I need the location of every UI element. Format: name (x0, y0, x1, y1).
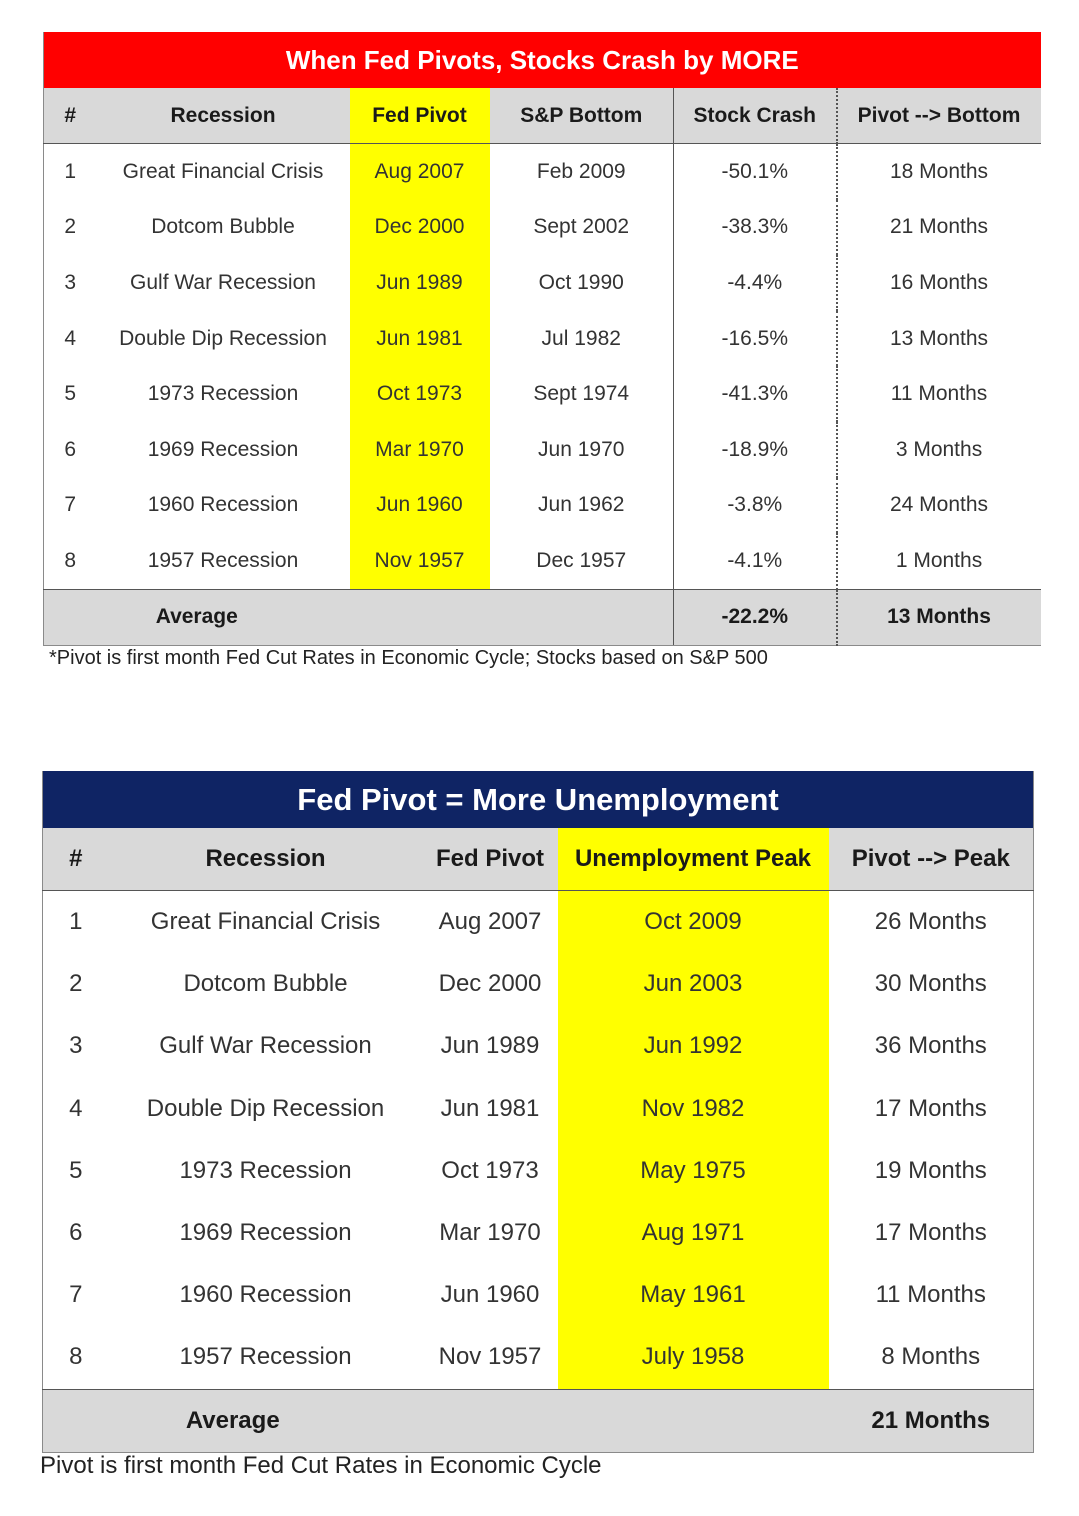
cell-recession: Great Financial Crisis (150, 908, 381, 936)
col-header-number: # (44, 88, 97, 144)
average-row (43, 1389, 1034, 1452)
stock-crash-table (43, 32, 1041, 646)
cell-stock-crash: -16.5% (674, 311, 837, 367)
cell-fed-pivot: Jun 1989 (440, 1032, 540, 1060)
cell-sp-bottom: Sept 1974 (533, 382, 630, 406)
table-title: Fed Pivot = More Unemployment (43, 771, 1034, 828)
cell-fed-pivot: Jun 1981 (350, 311, 490, 367)
table-row (43, 1202, 1034, 1264)
cell-recession: 1960 Recession (179, 1281, 352, 1309)
cell-fed-pivot: Dec 2000 (350, 200, 490, 256)
table-row (44, 311, 1041, 367)
cell-unemployment-peak: Nov 1982 (558, 1078, 829, 1140)
cell-fed-pivot: Jun 1989 (350, 255, 490, 311)
cell-stock-crash: -18.9% (674, 422, 837, 478)
table-row (44, 200, 1041, 256)
cell-sp-bottom: Jun 1970 (538, 437, 625, 461)
cell-recession: Dotcom Bubble (151, 215, 295, 239)
cell-recession: Double Dip Recession (119, 326, 327, 350)
cell-fed-pivot: Aug 2007 (350, 144, 490, 200)
cell-fed-pivot: Jun 1981 (440, 1094, 540, 1122)
cell-recession: 1969 Recession (179, 1219, 352, 1247)
table-row (43, 891, 1034, 954)
average-empty (350, 589, 674, 645)
cell-fed-pivot: Mar 1970 (439, 1219, 541, 1247)
cell-recession: 1957 Recession (179, 1343, 352, 1371)
cell-fed-pivot: Jun 1960 (440, 1281, 540, 1309)
cell-number: 8 (69, 1343, 83, 1371)
cell-number: 7 (64, 493, 77, 517)
cell-number: 5 (69, 1156, 83, 1184)
cell-recession: 1973 Recession (179, 1156, 352, 1184)
cell-recession: 1957 Recession (147, 548, 299, 572)
cell-fed-pivot: Mar 1970 (350, 422, 490, 478)
cell-fed-pivot: Jun 1960 (350, 478, 490, 534)
cell-unemployment-peak: May 1975 (558, 1140, 829, 1202)
cell-unemployment-peak: Aug 1971 (558, 1202, 829, 1264)
table-title: When Fed Pivots, Stocks Crash by MORE (44, 32, 1041, 88)
cell-pivot-to-bottom: 24 Months (837, 478, 1041, 534)
col-header-sp-bottom: S&P Bottom (490, 88, 674, 144)
cell-number: 1 (69, 908, 83, 936)
table-row (44, 255, 1041, 311)
cell-recession: Dotcom Bubble (183, 970, 348, 998)
cell-number: 6 (69, 1219, 83, 1247)
cell-fed-pivot: Oct 1973 (441, 1156, 539, 1184)
cell-stock-crash: -50.1% (674, 144, 837, 200)
average-pivot-to-peak: 21 Months (829, 1389, 1034, 1452)
cell-fed-pivot: Oct 1973 (350, 366, 490, 422)
table1-footnote: *Pivot is first month Fed Cut Rates in Economic Cycle; Stocks based on S&P 500 (49, 647, 768, 669)
cell-sp-bottom: Oct 1990 (538, 270, 624, 294)
cell-number: 7 (69, 1281, 83, 1309)
cell-sp-bottom: Feb 2009 (536, 159, 626, 183)
cell-pivot-to-peak: 11 Months (875, 1281, 986, 1309)
cell-pivot-to-peak: 17 Months (874, 1094, 987, 1122)
cell-recession: Double Dip Recession (146, 1094, 385, 1122)
cell-pivot-to-peak: 19 Months (874, 1156, 987, 1184)
cell-pivot-to-peak: 30 Months (874, 970, 987, 998)
cell-pivot-to-bottom: 16 Months (837, 255, 1041, 311)
table-row (44, 478, 1041, 534)
col-header-pivot-to-peak: Pivot --> Peak (829, 828, 1034, 891)
cell-number: 5 (64, 382, 77, 406)
cell-number: 2 (69, 970, 83, 998)
average-stock-crash: -22.2% (674, 589, 837, 645)
table-row (43, 1326, 1034, 1389)
col-header-pivot-to-bottom: Pivot --> Bottom (837, 88, 1041, 144)
cell-pivot-to-peak: 8 Months (881, 1343, 981, 1371)
cell-pivot-to-bottom: 18 Months (837, 144, 1041, 200)
cell-number: 8 (64, 548, 77, 572)
table-row (44, 533, 1041, 589)
cell-number: 6 (64, 437, 77, 461)
cell-sp-bottom: Dec 1957 (536, 548, 627, 572)
cell-unemployment-peak: July 1958 (558, 1326, 829, 1389)
table-row (43, 1078, 1034, 1140)
cell-pivot-to-bottom: 1 Months (837, 533, 1041, 589)
cell-pivot-to-peak: 36 Months (874, 1032, 987, 1060)
average-row (44, 589, 1041, 645)
table-row (43, 1015, 1034, 1077)
col-header-unemployment-peak: Unemployment Peak (558, 828, 829, 891)
col-header-recession: Recession (97, 88, 350, 144)
cell-recession: Gulf War Recession (159, 1032, 372, 1060)
col-header-stock-crash: Stock Crash (674, 88, 837, 144)
cell-sp-bottom: Jun 1962 (538, 493, 625, 517)
cell-pivot-to-bottom: 21 Months (837, 200, 1041, 256)
table-row (44, 422, 1041, 478)
table2-footnote: Pivot is first month Fed Cut Rates in Economic Cycle (40, 1452, 602, 1479)
cell-pivot-to-peak: 26 Months (874, 908, 987, 936)
cell-unemployment-peak: Oct 2009 (558, 891, 829, 954)
cell-stock-crash: -3.8% (674, 478, 837, 534)
cell-number: 2 (64, 215, 77, 239)
cell-fed-pivot: Nov 1957 (438, 1343, 542, 1371)
table-row (44, 366, 1041, 422)
cell-number: 3 (64, 270, 77, 294)
cell-recession: Great Financial Crisis (122, 159, 324, 183)
table-row (43, 953, 1034, 1015)
unemployment-table (42, 771, 1034, 1453)
col-header-recession: Recession (109, 828, 423, 891)
cell-sp-bottom: Jul 1982 (541, 326, 621, 350)
cell-recession: Gulf War Recession (130, 270, 316, 294)
cell-fed-pivot: Dec 2000 (438, 970, 542, 998)
average-empty (423, 1389, 829, 1452)
cell-recession: 1969 Recession (147, 437, 299, 461)
cell-number: 3 (69, 1032, 83, 1060)
cell-pivot-to-bottom: 11 Months (837, 366, 1041, 422)
cell-unemployment-peak: May 1961 (558, 1264, 829, 1326)
cell-recession: 1960 Recession (147, 493, 299, 517)
cell-fed-pivot: Aug 2007 (438, 908, 542, 936)
table-row (44, 144, 1041, 200)
cell-stock-crash: -38.3% (674, 200, 837, 256)
cell-unemployment-peak: Jun 2003 (558, 953, 829, 1015)
cell-stock-crash: -4.1% (674, 533, 837, 589)
cell-fed-pivot: Nov 1957 (350, 533, 490, 589)
average-pivot-to-bottom: 13 Months (837, 589, 1041, 645)
col-header-fed-pivot: Fed Pivot (423, 828, 558, 891)
cell-stock-crash: -41.3% (674, 366, 837, 422)
col-header-number: # (43, 828, 109, 891)
cell-pivot-to-bottom: 3 Months (837, 422, 1041, 478)
col-header-fed-pivot: Fed Pivot (350, 88, 490, 144)
cell-number: 4 (69, 1094, 83, 1122)
cell-number: 1 (64, 159, 77, 183)
cell-recession: 1973 Recession (147, 382, 299, 406)
cell-stock-crash: -4.4% (674, 255, 837, 311)
table-row (43, 1264, 1034, 1326)
average-label: Average (44, 589, 350, 645)
cell-unemployment-peak: Jun 1992 (558, 1015, 829, 1077)
average-label: Average (43, 1389, 423, 1452)
cell-pivot-to-bottom: 13 Months (837, 311, 1041, 367)
cell-pivot-to-peak: 17 Months (874, 1219, 987, 1247)
cell-number: 4 (64, 326, 77, 350)
cell-sp-bottom: Sept 2002 (533, 215, 630, 239)
table-row (43, 1140, 1034, 1202)
